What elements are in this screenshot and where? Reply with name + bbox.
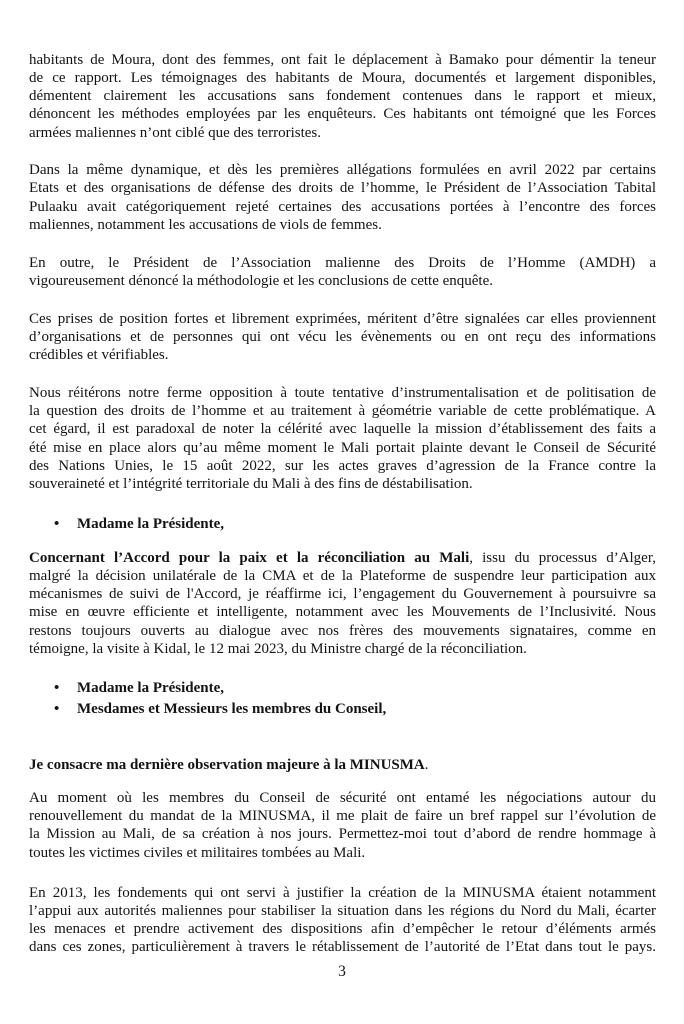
lead-rest-text: , issu du processus d’Alger,: [469, 549, 656, 566]
line-text: dénoncent les méthodes employées par les enquêteurs. Ces habitants ont témoigné que les Forces: [29, 106, 656, 123]
text-line: [29, 384, 656, 402]
bullet-text: Madame la Présidente,: [77, 680, 225, 697]
bullet-icon: •: [54, 680, 60, 697]
text-line: [29, 920, 656, 938]
bullet-list: [29, 679, 656, 718]
bullet-icon: •: [54, 701, 60, 718]
paragraph-tabital-pulaaku: [29, 161, 656, 234]
text-line: [29, 844, 656, 862]
line-text: cet égard, il est paradoxal de noter la célérité avec laquelle la mission d’établissement des faits a: [29, 421, 656, 438]
line-text: les menaces et prendre activement des dispositions afin d’empêcher le retour d’éléments armés: [29, 921, 656, 938]
text-line: [29, 346, 656, 364]
text-line: [29, 328, 656, 346]
text-line: [29, 254, 656, 272]
line-text: mise en œuvre efficiente et intelligente, notamment avec les Mouvements de l’Inclusivité. Nous: [29, 604, 656, 621]
line-text: [29, 549, 656, 567]
text-line: [29, 420, 656, 438]
text-line: [29, 439, 656, 457]
text-line: [29, 603, 656, 621]
line-text: Nous réitérons notre ferme opposition à toute tentative d’instrumentalisation et de politisation de: [29, 385, 656, 401]
bullet-item: [29, 700, 656, 718]
line-text: la Mission au Mali, de sa création à nos jours. Permettez-moi tout d’abord de rendre hommage à: [29, 826, 656, 843]
line-text: restons toujours ouverts au dialogue avec nos frères des mouvements signataires, comme en: [29, 622, 656, 639]
text-line: [29, 124, 656, 142]
paragraph-mandate-renewal: [29, 789, 656, 862]
line-text: l’appui aux autorités maliennes pour stabiliser la situation dans les régions du Nord du Mali, écarter: [29, 902, 656, 919]
line-text: maliennes, notamment les accusations de viols de femmes.: [29, 216, 382, 233]
line-text: Dans la même dynamique, et dès les premières allégations formulées en avril 2022 par certains: [29, 162, 656, 179]
line-text: la question des droits de l’homme et au traitement à géométrie variable de cette problématique. A: [29, 403, 656, 420]
text-line: [29, 87, 656, 105]
text-line: [29, 457, 656, 475]
text-line: [29, 549, 656, 567]
text-line: [29, 105, 656, 123]
bullet-text: Madame la Présidente,: [77, 515, 225, 532]
paragraph-minusma-2013: [29, 884, 656, 957]
line-text: vigoureusement dénoncé la méthodologie et les conclusions de cette enquête.: [29, 272, 494, 289]
text-line: [29, 69, 656, 87]
page-number: 3: [338, 962, 346, 980]
line-text: Ces prises de position fortes et librement exprimées, méritent d’être signalées car elles proviennent: [29, 310, 656, 327]
text-line: [29, 938, 656, 956]
bullet-list: [29, 515, 656, 533]
line-text: dans ces zones, particulièrement à travers le rétablissement de l’autorité de l’Etat dans tout le pays.: [29, 939, 656, 956]
line-text: Au moment où les membres du Conseil de sécurité ont entamé les négociations autour du: [29, 790, 656, 807]
line-text: mécanismes de suivi de l'Accord, je réaffirme ici, l’engagement du Gouvernement à poursuivre sa: [29, 586, 656, 603]
paragraph-positions: [29, 310, 656, 365]
line-text: crédibles et vérifiables.: [29, 346, 169, 363]
text-line: [29, 161, 656, 179]
heading-text: [29, 756, 429, 774]
bold-lead-text: Concernant l’Accord pour la paix et la réconciliation au Mali: [29, 549, 470, 566]
line-text: Pulaaku avait catégoriquement rejeté certaines des accusations portées à l’encontre des forces: [29, 198, 656, 215]
text-line: [29, 402, 656, 420]
text-line: [29, 902, 656, 920]
line-text: des Nations Unies, le 15 août 2022, sur les actes graves d’agression de la France contre la: [29, 457, 656, 474]
line-text: été mise en place alors qu’au même moment le Mali portait plainte devant le Conseil de Sécurité: [29, 439, 656, 456]
text-line: [29, 640, 656, 658]
line-text: souveraineté et l’intégrité territoriale du Mali à des fins de déstabilisation.: [29, 475, 473, 492]
bullet-text: Mesdames et Messieurs les membres du Conseil,: [77, 701, 387, 718]
text-line: [29, 884, 656, 902]
text-line: [29, 310, 656, 328]
text-line: [29, 272, 656, 290]
line-text: renouvellement du mandat de la MINUSMA, il me plait de faire un bref rappel sur l’évolution de: [29, 808, 656, 825]
heading-trailing-text: .: [424, 756, 429, 773]
paragraph-moura-testimonies: [29, 51, 656, 142]
text-line: [29, 807, 656, 825]
bullet-item: [29, 515, 656, 533]
text-line: [29, 198, 656, 216]
heading-line: [29, 756, 656, 774]
text-line: [29, 475, 656, 493]
line-text: d’organisations et de personnes qui ont vécu les évènements ou en ont reçu des informations: [29, 328, 656, 345]
text-line: [29, 567, 656, 585]
text-line: [29, 179, 656, 197]
line-text: Etats et des organisations de défense des droits de l’homme, le Président de l’Association Tabital: [29, 180, 656, 197]
line-text: En outre, le Président de l’Association malienne des Droits de l’Homme (AMDH) a: [29, 254, 656, 271]
line-text: témoigne, la visite à Kidal, le 12 mai 2023, du Ministre chargé de la réconciliation.: [29, 640, 527, 657]
bullet-item: [29, 679, 656, 697]
line-text: malgré la décision unilatérale de la CMA et de la Plateforme de suspendre leur participation aux: [29, 567, 656, 584]
text-line: [29, 825, 656, 843]
line-text: habitants de Moura, dont des femmes, ont fait le déplacement à Bamako pour démentir la teneur: [29, 51, 656, 68]
section-heading-minusma: [29, 756, 656, 774]
paragraph-amdh: [29, 254, 656, 290]
line-text: démentent clairement les accusations sans fondement contenues dans le rapport et mieux,: [29, 88, 656, 105]
line-text: En 2013, les fondements qui ont servi à justifier la création de la MINUSMA étaient notamment: [29, 884, 656, 901]
text-line: [29, 585, 656, 603]
paragraph-opposition: [29, 384, 656, 493]
paragraph-peace-accord: [29, 549, 656, 658]
text-line: [29, 216, 656, 234]
heading-bold-text: Je consacre ma dernière observation majeure à la MINUSMA: [29, 756, 425, 773]
line-text: armées maliennes n’ont ciblé que des terroristes.: [29, 124, 321, 141]
text-line: [29, 622, 656, 640]
bullet-icon: •: [54, 515, 60, 532]
line-text: de ce rapport. Les témoignages des habitants de Moura, documentés et largement disponibles,: [29, 69, 656, 86]
text-line: [29, 51, 656, 69]
text-line: [29, 789, 656, 807]
line-text: toutes les victimes civiles et militaires tombées au Mali.: [29, 844, 366, 861]
